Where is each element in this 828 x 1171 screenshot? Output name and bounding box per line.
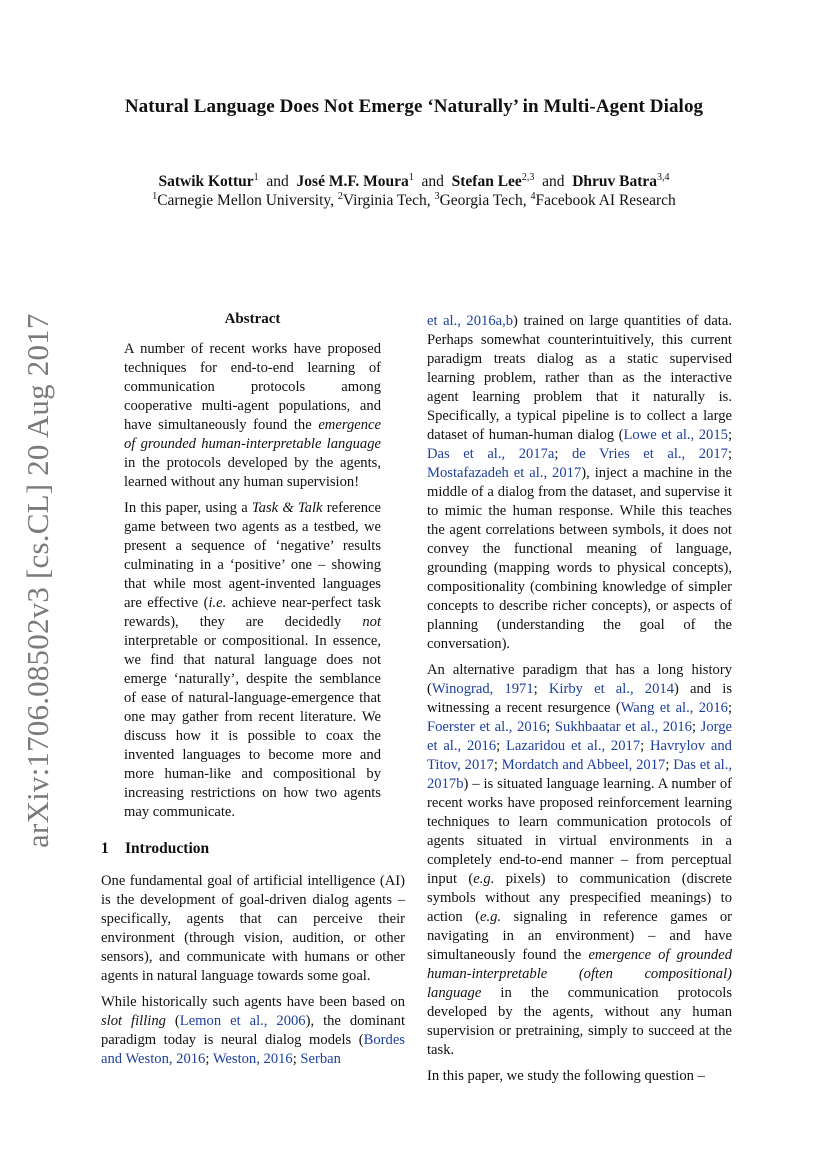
author-name: Satwik Kottur (158, 173, 254, 191)
author-sep: and (421, 173, 444, 191)
affil-sup: 3 (434, 191, 440, 202)
citation-link[interactable]: Weston, 2016 (212, 1051, 293, 1067)
affil-name: Carnegie Mellon University, (157, 192, 334, 210)
citation-link[interactable]: de Vries et al., 2017 (571, 446, 728, 462)
citation-link[interactable]: Das et al., 2017a (427, 446, 555, 462)
citation-link[interactable]: Winograd, 1971 (431, 681, 534, 697)
body-paragraph: et al., 2016a,b) trained on large quantities of data. Perhaps somewhat counterintuitively, this current paradigm treats dialog as a static supervised learning problem, rather than as the interactive agent learning problem that it naturally is. Specifically, a typical pipeline is to collect a large dataset of human-human dialog (Lowe et al., 2015; Das et al., 2017a; de Vries et al., 2017; Mostafazadeh et al., 2017), inject a machine in the middle of a dialog from the dataset, and supervise it to mimic the human response. While this teaches the agent correlations between symbols, it does not convey the functional meaning of language, grounding (mapping words to physical concepts), compositionality (combining knowledge of simpler concepts to describe richer concepts), or aspects of planning (understanding the goal of the conversation). (427, 313, 733, 652)
author-sup: 3,4 (657, 172, 670, 183)
section-heading (101, 839, 405, 858)
citation-link[interactable]: Foerster et al., 2016 (427, 719, 547, 735)
citation-link[interactable]: Lazaridou et al., 2017 (506, 738, 641, 754)
section-number: 1 (101, 840, 109, 857)
citation-link[interactable]: Mordatch and Abbeel, 2017 (501, 757, 666, 773)
citation-link[interactable]: Havrylov and Titov, 2017 (427, 738, 732, 773)
citation-link[interactable]: Sukhbaatar et al., 2016 (554, 719, 692, 735)
body-paragraph: An alternative paradigm that has a long history (Winograd, 1971; Kirby et al., 2014) and is witnessing a recent resurgence (Wang et al., 2016; Foerster et al., 2016; Sukhbaatar et al., 2016; Jorge et al., 2016; Lazaridou et al., 2017; Havrylov and Titov, 2017; Mordatch and Abbeel, 2017; Das et al., 2017b) – is situated language learning. A number of recent works have proposed reinforcement learning techniques to learn communication protocols of agents situated in virtual environments in a completely end-to-end manner – from perceptual input (e.g. pixels) to communication (discrete symbols without any prespecified meanings) to action (e.g. signaling in reference games or navigating in an environment) – and have simultaneously found the emergence of grounded human-interpretable (often compositional) language in the communication protocols developed by the agents, without any human supervision or pretraining, simply to succeed at the task. (427, 662, 733, 1058)
citation-link[interactable]: Lemon et al., 2006 (179, 1013, 306, 1029)
author-list (0, 172, 828, 191)
abstract (124, 310, 381, 829)
abstract-paragraph: In this paper, using a Task & Talk reference game between two agents as a testbed, we present a sequence of ‘negative’ results culminating in a ‘positive’ one – showing that while most agent-invented languages are effective (i.e. achieve near-perfect task rewards), they are decidedly not interpretable or compositional. In essence, we find that natural language does not emerge ‘naturally’, despite the semblance of ease of natural-language-emergence that one may gather from recent literature. We discuss how it is possible to coax the invented languages to become more and more human-like and compositional by increasing restrictions on how two agents may communicate. (124, 500, 381, 820)
citation-link[interactable]: Jorge et al., 2016 (427, 719, 732, 754)
affil-name: Georgia Tech, (439, 192, 527, 210)
affil-sup: 1 (152, 191, 158, 202)
body-paragraph: In this paper, we study the following question – (427, 1068, 705, 1084)
introduction-section (101, 839, 405, 1076)
affil-sup: 2 (337, 191, 343, 202)
citation-link[interactable]: Mostafazadeh et al., 2017 (427, 465, 582, 481)
body-paragraph: While historically such agents have been based on slot filling (Lemon et al., 2006), the dominant paradigm today is neural dialog models (Bordes and Weston, 2016; Weston, 2016; Serban (101, 994, 406, 1067)
author-sup: 2,3 (521, 172, 535, 183)
author-sep: and (542, 173, 565, 191)
body-paragraph: One fundamental goal of artificial intelligence (AI) is the development of goal-driven dialog agents – specifically, agents that can perceive their environment (through vision, audition, or other sensors), and communicate with humans or other agents in natural language towards some goal. (101, 873, 405, 984)
abstract-heading: Abstract (224, 311, 281, 327)
arxiv-stamp: arXiv:1706.08502v3 [cs.CL] 20 Aug 2017 (20, 313, 55, 848)
abstract-paragraph: A number of recent works have proposed techniques for end-to-end learning of communication protocols among cooperative multi-agent populations, and have simultaneously found the emergence of grounded human-interpretable language in the protocols developed by the agents, learned without any human supervision! (124, 341, 381, 490)
citation-link[interactable]: Lowe et al., 2015 (623, 427, 728, 443)
citation-link[interactable]: Das et al., 2017b (427, 757, 733, 792)
affil-name: Facebook AI Research (535, 192, 676, 210)
citation-link[interactable]: Kirby et al., 2014 (548, 681, 674, 697)
citation-link[interactable]: Bordes and Weston, 2016 (101, 1032, 405, 1067)
author-name: Dhruv Batra (572, 173, 658, 191)
author-name: José M.F. Moura (296, 173, 409, 191)
author-sup: 1 (408, 172, 414, 183)
citation-link[interactable]: Serban (300, 1051, 341, 1067)
affiliations (0, 191, 828, 210)
paper-title: Natural Language Does Not Emerge ‘Naturally’ in Multi-Agent Dialog (124, 96, 704, 117)
section-title: Introduction (125, 840, 210, 857)
author-sup: 1 (253, 172, 259, 183)
citation-link[interactable]: Wang et al., 2016 (620, 700, 728, 716)
citation-link[interactable]: et al., 2016a,b (427, 313, 514, 329)
affil-name: Virginia Tech, (342, 192, 431, 210)
affil-sup: 4 (530, 191, 536, 202)
author-sep: and (266, 173, 289, 191)
right-column (427, 312, 732, 1093)
author-name: Stefan Lee (451, 173, 522, 191)
